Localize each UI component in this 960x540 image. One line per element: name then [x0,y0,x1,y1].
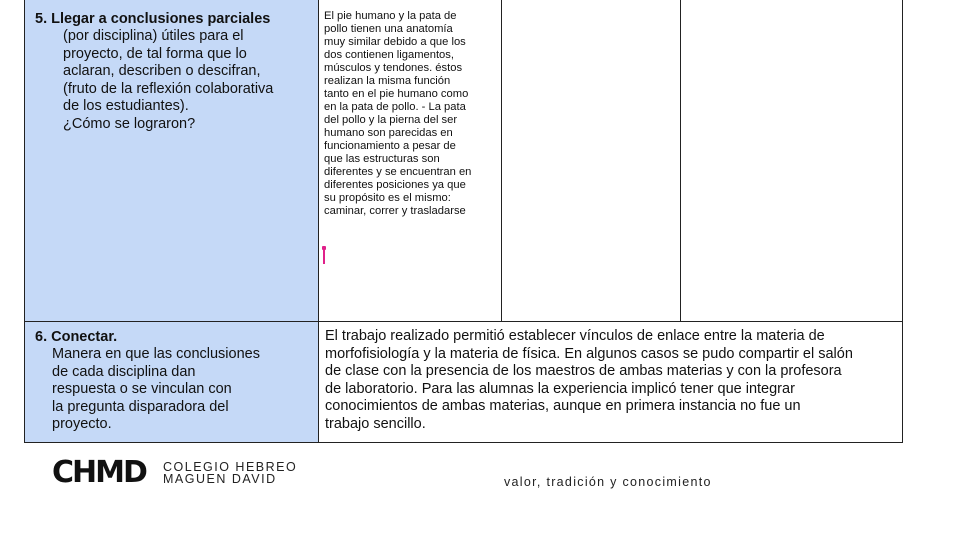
text-line: que las estructuras son [324,153,440,165]
row6-desc-line: proyecto. [52,416,112,432]
row6-description [35,346,310,434]
text-line: su propósito es el mismo: [324,192,451,204]
row6-connection-text [319,322,902,433]
text-line: humano son parecidas en [324,127,453,139]
school-name [163,461,297,485]
row6-content-cell[interactable] [319,322,903,443]
text-line: pollo tienen una anatomía [324,23,453,35]
row5-label-cell [25,0,319,322]
row6-label-cell [25,322,319,443]
text-line: tanto en el pie humano como [324,88,469,100]
text-cursor-icon [322,246,326,264]
row5-desc-line: (fruto de la reflexión colaborativa [63,80,274,97]
text-line: morfofisiología y la materia de física. En algunos casos se pudo compartir el salón [325,345,853,362]
row6-desc-line: la pregunta disparadora del [52,398,229,415]
row5-desc-line: ¿Cómo se lograron? [63,115,196,132]
school-name-line1: COLEGIO HEBREO [163,460,298,474]
text-line: de laboratorio. Para las alumnas la experiencia implicó tener que integrar [325,380,795,397]
text-line: funcionamiento a pesar de [324,140,456,152]
text-line: muy similar debido a que los [324,36,466,48]
row5-desc-line: (por disciplina) útiles para el [63,28,244,44]
text-line: El pie humano y la pata de [324,10,457,22]
row5-conclusion-text [319,0,501,218]
text-line: caminar, correr y trasladarse [324,205,466,217]
row5-desc-line: proyecto, de tal forma que lo [63,45,247,62]
row5-description [35,28,310,133]
text-line: músculos y tendones. éstos [324,62,463,74]
school-name-line2: MAGUEN DAVID [163,472,277,486]
row6-desc-line: Manera en que las conclusiones [52,346,260,362]
row5-desc-line: aclaran, describen o descifran, [63,63,261,79]
text-line: dos contienen ligamentos, [324,49,454,61]
row5-title: 5. Llegar a conclusiones parciales [35,11,271,27]
row5-empty-cell-3[interactable] [681,0,903,322]
text-line: diferentes posiciones ya que [324,179,466,191]
row5-content-cell[interactable] [319,0,502,322]
row6-desc-line: respuesta o se vinculan con [52,381,232,397]
row5-empty-cell-2[interactable] [502,0,681,322]
text-line: del pollo y la pierna del ser [324,114,458,126]
text-line: conocimientos de ambas materias, aunque en primera instancia no fue un [325,398,801,414]
text-line: diferentes y se encuentran en [324,166,472,178]
text-line: El trabajo realizado permitió establecer vínculos de enlace entre la materia de [325,328,825,344]
row5-desc-line: de los estudiantes). [63,98,189,114]
table-row [25,0,903,322]
text-line: en la pata de pollo. - La pata [324,101,466,113]
text-line: realizan la misma función [324,75,451,87]
text-line: de clase con la presencia de los maestros de ambas materias y con la profesora [325,363,842,379]
row6-title: 6. Conectar. [35,329,118,345]
table-row [25,322,903,443]
project-table [24,0,903,443]
text-line: trabajo sencillo. [325,415,426,432]
row6-desc-line: de cada disciplina dan [52,363,196,380]
school-motto: valor, tradición y conocimiento [504,475,712,489]
school-logo [52,455,146,490]
logo-mark: CHMD [52,455,146,490]
